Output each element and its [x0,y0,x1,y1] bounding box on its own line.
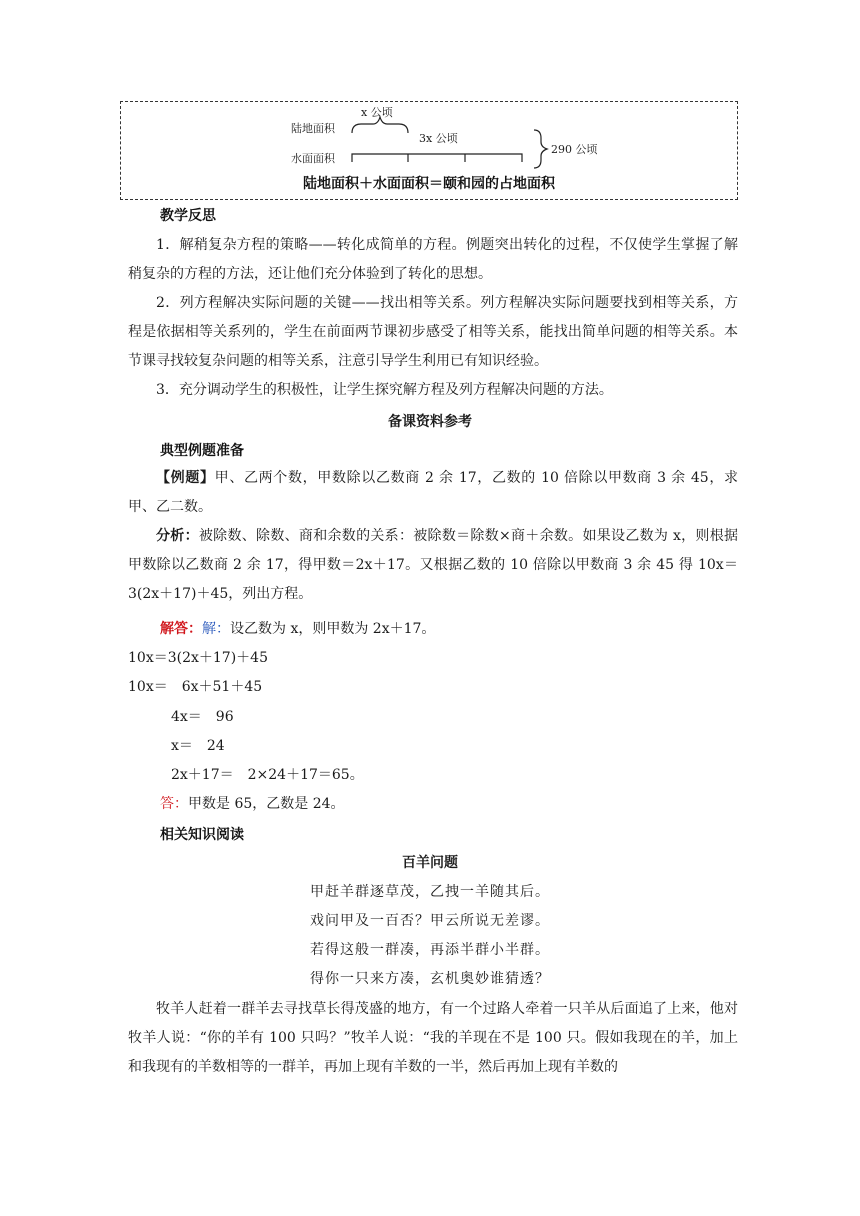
label-3x: 3x 公顷 [419,132,458,145]
example-tag: 【例题】 [156,470,215,486]
poem-line-3: 若得这般一群凑，再添半群小半群。 [310,942,550,958]
example-paragraph [128,464,738,522]
reflection-p2: 2．列方程解决实际问题的关键——找出相等关系。列方程解决实际问题要找到相等关系，方程是依据相等关系列的，学生在前面两节课初步感受了相等关系，能找出简单问题的相等关系。本节课寻找较复杂问题的相等关系，注意引导学生利用已有知识经验。 [128,295,738,369]
label-land: 陆地面积 [291,122,335,135]
poem-line-4: 得你一只来方凑，玄机奥妙谁猜透？ [310,971,550,987]
reflection-p1: 1．解稍复杂方程的策略——转化成简单的方程。例题突出转化的过程，不仅使学生掌握了解稍复杂的方程的方法，还让他们充分体验到了转化的思想。 [128,237,738,282]
reading-heading: 相关知识阅读 [160,827,244,843]
final-answer-line [160,793,345,813]
answer-line [160,618,435,638]
final-tag: 答： [160,796,188,812]
step-1: 10x＝3(2x＋17)＋45 [128,650,268,666]
example-text: 甲、乙两个数，甲数除以乙数商 2 余 17，乙数的 10 倍除以甲数商 3 余 45，求甲、乙二数。 [128,470,739,515]
figure-caption: 陆地面积＋水面面积＝颐和园的占地面积 [303,176,555,192]
step-4: x＝ 24 [171,738,225,754]
analysis-text: 被除数、除数、商和余数的关系：被除数＝除数×商＋余数。如果设乙数为 x，则根据甲数除以乙数商 2 余 17，得甲数＝2x＋17。又根据乙数的 10 倍除以甲数商 3 余 45 得 10x＝3(2x＋17)＋45，列出方程。 [128,528,738,602]
poem-line-2: 戏问甲及一百否？甲云所说无差谬。 [310,913,550,929]
reflection-heading: 教学反思 [160,208,216,224]
poem-line-1: 甲赶羊群逐草茂，乙拽一羊随其后。 [310,884,550,900]
story-paragraph: 牧羊人赶着一群羊去寻找草长得茂盛的地方，有一个过路人牵着一只羊从后面追了上来，他对牧羊人说：“你的羊有 100 只吗？”牧羊人说：“我的羊现在不是 100 只。假如我现在的羊，加上和我现有的羊数相等的一群羊，再加上现有羊数的一半，然后再加上现有羊数的 [128,1001,738,1075]
analysis-paragraph [128,522,738,609]
label-x: x 公顷 [361,106,393,119]
reference-title: 备课资料参考 [388,414,472,430]
reflection-p3: 3．充分调动学生的积极性，让学生探究解方程及列方程解决问题的方法。 [156,382,613,398]
label-water: 水面面积 [291,152,335,165]
solve-text: 设乙数为 x，则甲数为 2x＋17。 [230,621,436,637]
solve-tag: 解： [202,621,230,637]
answer-tag: 解答： [160,621,202,637]
label-total: 290 公顷 [551,143,598,156]
final-text: 甲数是 65，乙数是 24。 [188,796,345,812]
figure-box [120,101,738,200]
poem-title: 百羊问题 [402,855,458,871]
analysis-tag: 分析： [156,528,199,544]
step-3: 4x＝ 96 [171,709,234,725]
reference-heading: 典型例题准备 [160,443,244,459]
step-5: 2x＋17＝ 2×24＋17＝65。 [171,767,364,783]
step-2: 10x＝ 6x＋51＋45 [128,679,263,695]
